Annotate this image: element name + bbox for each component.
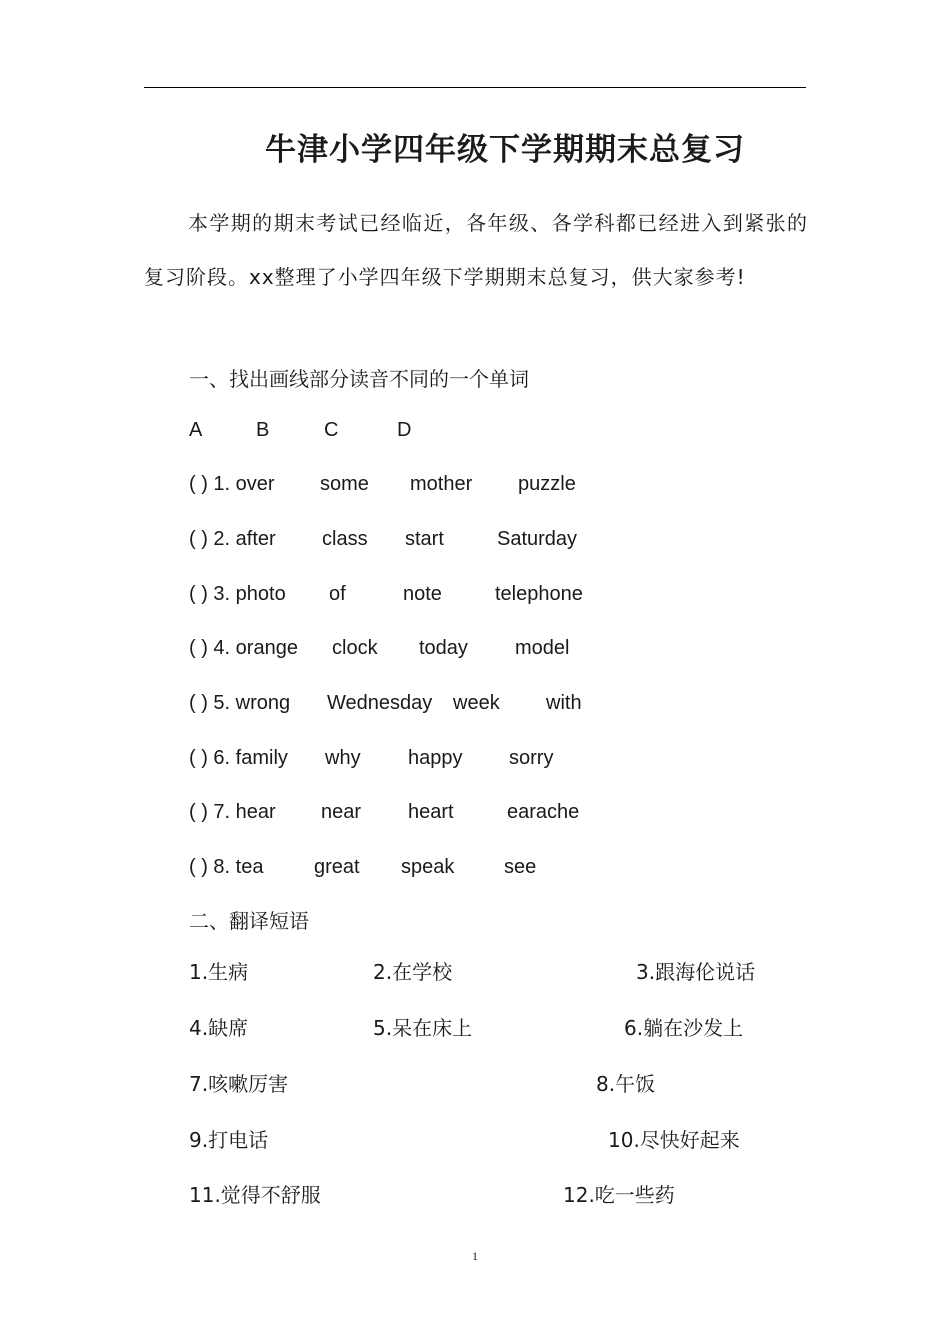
item-word: start <box>405 528 444 550</box>
option-b: B <box>256 419 270 441</box>
page-title: 牛津小学四年级下学期期末总复习 <box>265 132 745 168</box>
item-word: class <box>322 528 368 550</box>
item-word: see <box>504 856 537 878</box>
section2-heading: 二、翻译短语 <box>189 909 309 933</box>
phrase-1: 1.生病 <box>189 960 249 984</box>
phrase-3: 3.跟海伦说话 <box>636 960 756 984</box>
item-word: great <box>314 856 360 878</box>
item-word: today <box>419 637 468 659</box>
item-word: near <box>321 801 362 823</box>
item-prefix: ( ) 2. after <box>189 528 276 550</box>
item-word: model <box>515 637 570 659</box>
item-prefix: ( ) 4. orange <box>189 637 298 659</box>
item-word: note <box>403 583 442 605</box>
item-prefix: ( ) 7. hear <box>189 801 276 823</box>
phrase-11: 11.觉得不舒服 <box>189 1183 321 1207</box>
phrase-7: 7.咳嗽厉害 <box>189 1072 289 1096</box>
phrase-4: 4.缺席 <box>189 1016 249 1040</box>
item-prefix: ( ) 3. photo <box>189 583 286 605</box>
phrase-12: 12.吃一些药 <box>563 1183 675 1207</box>
item-prefix: ( ) 1. over <box>189 473 275 495</box>
intro-paragraph: 本学期的期末考试已经临近，各年级、各学科都已经进入到紧张的复习阶段。xx整理了小学四年级下学期期末总复习，供大家参考! <box>144 211 808 289</box>
item-word: puzzle <box>518 473 576 495</box>
item-word: Wednesday <box>327 692 433 714</box>
item-word: with <box>546 692 582 714</box>
item-word: heart <box>408 801 454 823</box>
option-c: C <box>324 419 339 441</box>
phrase-9: 9.打电话 <box>189 1128 269 1152</box>
phrase-2: 2.在学校 <box>373 960 453 984</box>
item-prefix: ( ) 6. family <box>189 747 288 769</box>
item-word: why <box>325 747 361 769</box>
item-prefix: ( ) 5. wrong <box>189 692 291 714</box>
item-prefix: ( ) 8. tea <box>189 856 264 878</box>
phrase-5: 5.呆在床上 <box>373 1016 473 1040</box>
item-word: week <box>453 692 500 714</box>
phrase-8: 8.午饭 <box>596 1072 656 1096</box>
item-word: telephone <box>495 583 583 605</box>
section1-heading: 一、找出画线部分读音不同的一个单词 <box>189 367 529 391</box>
item-word: clock <box>332 637 378 659</box>
option-a: A <box>189 419 203 441</box>
item-word: earache <box>507 801 580 823</box>
phrase-10: 10.尽快好起来 <box>608 1128 740 1152</box>
item-word: speak <box>401 856 455 878</box>
page-number: 1 <box>472 1249 478 1263</box>
item-word: happy <box>408 747 463 769</box>
header-rule <box>144 87 806 88</box>
item-word: mother <box>410 473 473 495</box>
item-word: Saturday <box>497 528 578 550</box>
item-word: of <box>329 583 346 605</box>
item-word: some <box>320 473 369 495</box>
phrase-6: 6.躺在沙发上 <box>624 1016 744 1040</box>
item-word: sorry <box>509 747 554 769</box>
option-d: D <box>397 419 412 441</box>
